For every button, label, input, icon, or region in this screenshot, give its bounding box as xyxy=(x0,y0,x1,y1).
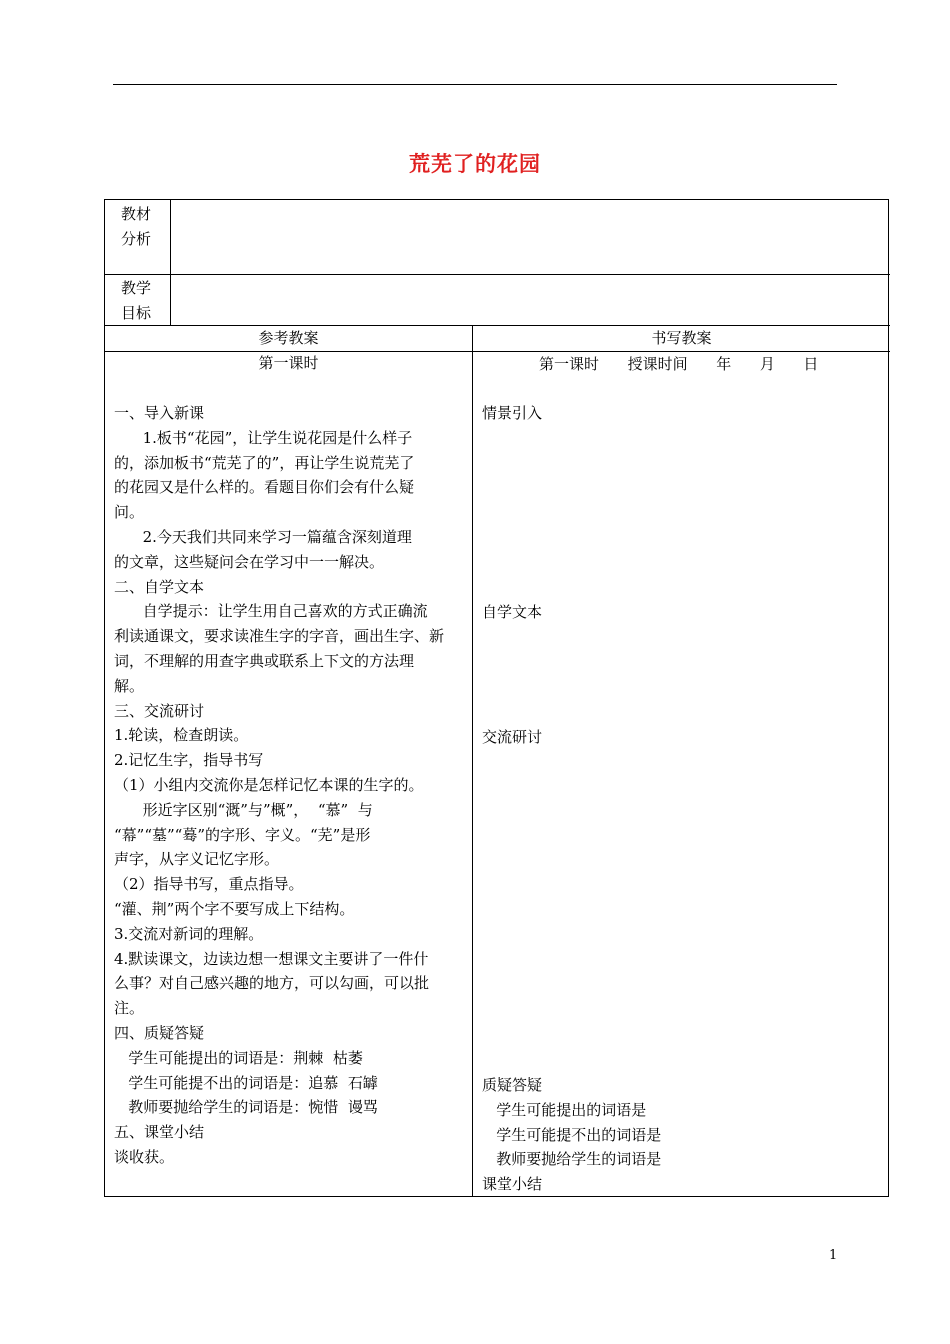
text-line: 问。 xyxy=(114,503,145,522)
text-line: 的，添加板书“荒芜了的”，再让学生说荒芜了 xyxy=(114,453,415,472)
row-divider xyxy=(105,325,890,326)
text-line: 学生可能提出的词语是 xyxy=(482,1100,647,1119)
qa-notes xyxy=(482,1073,882,1197)
self-study-note: 自学文本 xyxy=(482,603,543,621)
text-line: 二、自学文本 xyxy=(114,577,205,596)
page-number: 1 xyxy=(829,1248,838,1263)
text-line: 的文章，这些疑问会在学习中一一解决。 xyxy=(114,552,385,571)
text-line: 四、质疑答疑 xyxy=(114,1023,205,1042)
text-line: “灌、荆”两个字不要写成上下结构。 xyxy=(114,899,355,918)
text-line: 3.交流对新词的理解。 xyxy=(114,924,264,943)
text-line: 声字，从字义记忆字形。 xyxy=(114,850,280,869)
text-line: 解。 xyxy=(114,676,145,695)
text-line: 形近字区别“溉”与”概”， “慕” 与 xyxy=(114,800,373,819)
text-line: 4.默读课文，边读边想一想课文主要讲了一件什 xyxy=(114,949,429,968)
reference-plan-header: 参考教案 xyxy=(258,329,319,347)
text-line: 质疑答疑 xyxy=(482,1076,543,1094)
text-line: 学生可能提不出的词语是 xyxy=(482,1125,662,1144)
text-line: （2）指导书写，重点指导。 xyxy=(114,875,304,894)
reference-plan-content xyxy=(114,401,469,1170)
header-rule xyxy=(113,84,837,85)
text-line: 三、交流研讨 xyxy=(114,701,205,720)
text-line: 一、导入新课 xyxy=(114,404,205,422)
text-line: 注。 xyxy=(114,999,145,1018)
text-line: 学生可能提不出的词语是：追慕 石罅 xyxy=(114,1073,378,1092)
teaching-goal-label: 教学 目标 xyxy=(121,279,152,322)
text-line: 教师要抛给学生的词语是 xyxy=(482,1150,662,1169)
writing-plan-header: 书写教案 xyxy=(651,329,712,347)
text-line: 谈收获。 xyxy=(114,1147,175,1166)
left-session-title: 第一课时 xyxy=(258,354,319,372)
text-line: 2.记忆生字，指导书写 xyxy=(114,751,264,770)
text-line: 2.今天我们共同来学习一篇蕴含深刻道理 xyxy=(114,527,412,546)
text-line: 利读通课文，要求读准生字的字音，画出生字、新 xyxy=(114,627,445,646)
text-line: 课堂小结 xyxy=(482,1175,543,1194)
right-session-title: 第一课时 授课时间 年 月 日 xyxy=(539,355,819,373)
text-line: 五、课堂小结 xyxy=(114,1123,205,1142)
text-line: 自学提示：让学生用自己喜欢的方式正确流 xyxy=(114,602,428,621)
text-line: 学生可能提出的词语是：荆棘 枯萎 xyxy=(114,1048,363,1067)
text-line: 么事？对自己感兴趣的地方，可以勾画，可以批 xyxy=(114,974,430,993)
text-line: 1.轮读，检查朗读。 xyxy=(114,726,249,745)
material-analysis-label: 教材 分析 xyxy=(121,205,152,248)
label-divider xyxy=(170,200,171,325)
discussion-note: 交流研讨 xyxy=(482,728,543,746)
column-divider xyxy=(472,325,473,1197)
intro-note: 情景引入 xyxy=(482,404,543,422)
text-line: “幕”“墓”“蓦”的字形、字义。“芜”是形 xyxy=(114,825,371,844)
lesson-plan-table xyxy=(104,199,889,1197)
row-divider xyxy=(105,274,890,275)
text-line: 教师要抛给学生的词语是：惋惜 谩骂 xyxy=(114,1098,378,1117)
text-line: 1.板书“花园”，让学生说花园是什么样子 xyxy=(114,428,413,447)
page-title: 荒芜了的花园 xyxy=(409,152,541,176)
text-line: （1）小组内交流你是怎样记忆本课的生字的。 xyxy=(114,775,424,794)
text-line: 的花园又是什么样的。看题目你们会有什么疑 xyxy=(114,478,415,497)
text-line: 词，不理解的用查字典或联系上下文的方法理 xyxy=(114,651,415,670)
